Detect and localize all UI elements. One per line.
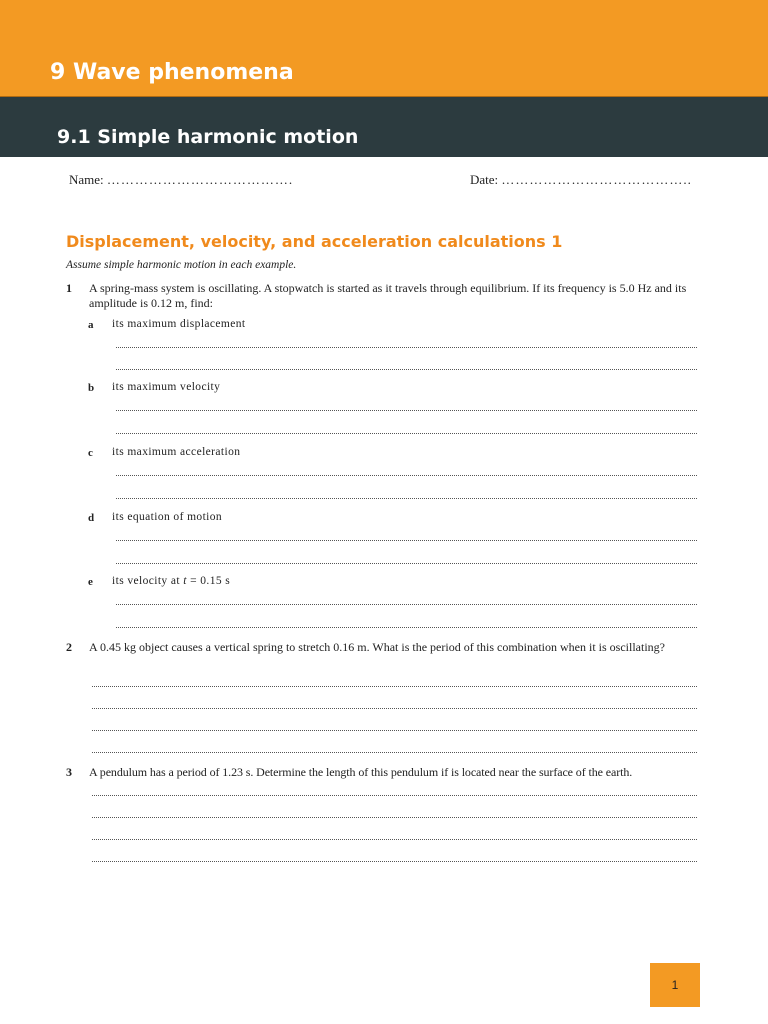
page-number: 1 (650, 963, 700, 1007)
answer-line[interactable] (116, 475, 697, 476)
question-text: A pendulum has a period of 1.23 s. Determine the length of this pendulum if is located near the surface of the earth. (89, 765, 633, 779)
part-text-after: = 0.15 s (186, 575, 231, 587)
answer-line[interactable] (92, 686, 697, 687)
part-letter: b (88, 382, 95, 394)
part-text: its equation of motion (112, 511, 223, 523)
answer-line[interactable] (116, 433, 697, 434)
part-letter: a (88, 319, 94, 331)
part-text: its maximum acceleration (112, 446, 241, 458)
section-title: 9.1 Simple harmonic motion (57, 126, 359, 148)
part-letter: d (88, 512, 95, 524)
date-label: Date: (470, 172, 499, 187)
date-dots: ………………………………….. (501, 172, 692, 187)
answer-line[interactable] (92, 730, 697, 731)
part-text: its maximum displacement (112, 318, 246, 330)
question-number: 2 (66, 640, 72, 654)
name-dots: …………………………………. (106, 172, 294, 187)
time-variable: t (183, 575, 187, 587)
answer-line[interactable] (92, 752, 697, 753)
answer-line[interactable] (116, 563, 697, 564)
answer-line[interactable] (92, 795, 697, 796)
answer-line[interactable] (92, 839, 697, 840)
activity-title: Displacement, velocity, and acceleration calculations 1 (66, 232, 563, 251)
name-field[interactable] (69, 172, 293, 188)
answer-line[interactable] (116, 540, 697, 541)
answer-line[interactable] (116, 410, 697, 411)
answer-line[interactable] (116, 627, 697, 628)
part-letter: e (88, 576, 93, 588)
part-letter: c (88, 447, 93, 459)
answer-line[interactable] (116, 369, 697, 370)
question-number: 1 (66, 281, 72, 295)
answer-line[interactable] (116, 347, 697, 348)
question-text: A spring-mass system is oscillating. A stopwatch is started as it travels through equilibrium. If its frequency is 5.0 Hz and its amplitude is 0.12 m, find: (89, 281, 687, 310)
instruction-text: Assume simple harmonic motion in each example. (66, 259, 297, 271)
answer-line[interactable] (92, 861, 697, 862)
question-number: 3 (66, 765, 72, 779)
date-field[interactable] (470, 172, 692, 188)
part-text-before: its velocity at (112, 575, 184, 587)
answer-line[interactable] (116, 604, 697, 605)
answer-line[interactable] (92, 708, 697, 709)
part-text: its maximum velocity (112, 381, 221, 393)
chapter-title: 9 Wave phenomena (50, 60, 294, 85)
name-label: Name: (69, 172, 104, 187)
question-text: A 0.45 kg object causes a vertical spring to stretch 0.16 m. What is the period of this combination when it is oscillating? (89, 640, 665, 654)
answer-line[interactable] (92, 817, 697, 818)
answer-line[interactable] (116, 498, 697, 499)
part-text (112, 575, 230, 587)
